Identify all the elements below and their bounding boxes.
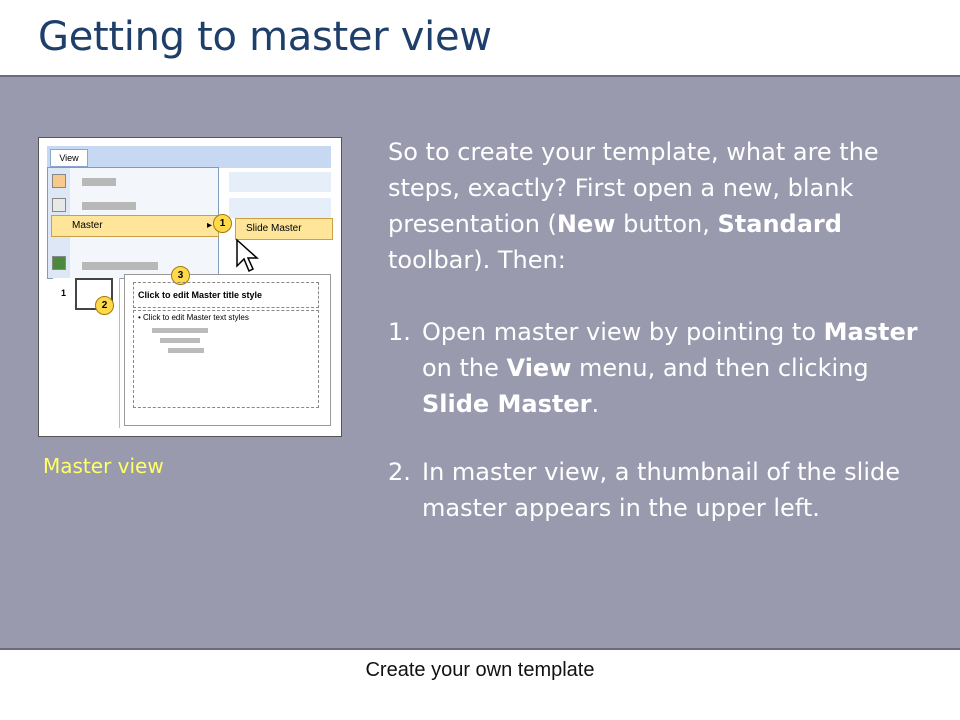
normal-view-icon <box>52 174 66 188</box>
step-badge-1: 1 <box>213 214 232 233</box>
intro-paragraph <box>388 134 933 278</box>
step-text-part: . <box>591 390 600 418</box>
step-text-part: Open master view by pointing to <box>422 318 824 346</box>
figure-format-row <box>229 198 331 218</box>
thumbnail-number: 1 <box>61 288 67 298</box>
sorter-view-icon <box>52 198 66 212</box>
master-title-placeholder: Click to edit Master title style <box>133 282 319 308</box>
menu-item-placeholder <box>82 262 158 270</box>
figure-toolbar-row <box>229 172 331 192</box>
step-text-part: on the <box>422 354 507 382</box>
text-level-placeholder <box>160 338 200 343</box>
figure-view-menu-tab: View <box>50 149 88 167</box>
text-level-placeholder <box>152 328 208 333</box>
step-item-1 <box>388 314 933 422</box>
figure-caption: Master view <box>43 454 164 478</box>
step-number: 1. <box>388 318 411 346</box>
figure-slide-master-item <box>235 218 333 240</box>
slide-footer: Create your own template <box>365 659 595 681</box>
intro-bold-standard: Standard <box>717 210 842 238</box>
intro-text: So to create your template, what are the steps, exactly? First open a new, blank presentation ( <box>388 138 879 238</box>
step-text-part: menu, and then clicking <box>571 354 869 382</box>
menu-item-placeholder <box>82 178 116 186</box>
intro-text: toolbar). Then: <box>388 246 566 274</box>
menu-item-placeholder <box>82 202 136 210</box>
master-text-label: • Click to edit Master text styles <box>138 313 249 322</box>
master-text-placeholder <box>133 310 319 408</box>
step-bold-master: Master <box>823 318 918 346</box>
step-item-2 <box>388 454 933 526</box>
step-number: 2. <box>388 458 411 486</box>
figure-master-menu-item <box>51 215 219 237</box>
master-menu-label: Master <box>72 220 103 231</box>
color-view-icon <box>52 256 66 270</box>
step-badge-2: 2 <box>95 296 114 315</box>
figure-ribbon <box>47 146 331 168</box>
master-view-screenshot <box>38 137 342 437</box>
intro-text: button, <box>615 210 718 238</box>
step-badge-3: 3 <box>171 266 190 285</box>
step-text: In master view, a thumbnail of the slide master appears in the upper left. <box>422 458 900 522</box>
step-bold-view: View <box>506 354 572 382</box>
mouse-pointer-icon <box>235 238 259 274</box>
step-bold-slide-master: Slide Master <box>422 390 592 418</box>
text-level-placeholder <box>168 348 204 353</box>
submenu-arrow-icon: ▸ <box>206 220 212 231</box>
footer-divider <box>0 648 960 650</box>
intro-bold-new: New <box>556 210 616 238</box>
step-text <box>422 314 933 422</box>
slide-master-label: Slide Master <box>246 223 302 234</box>
slide-title: Getting to master view <box>38 14 492 60</box>
